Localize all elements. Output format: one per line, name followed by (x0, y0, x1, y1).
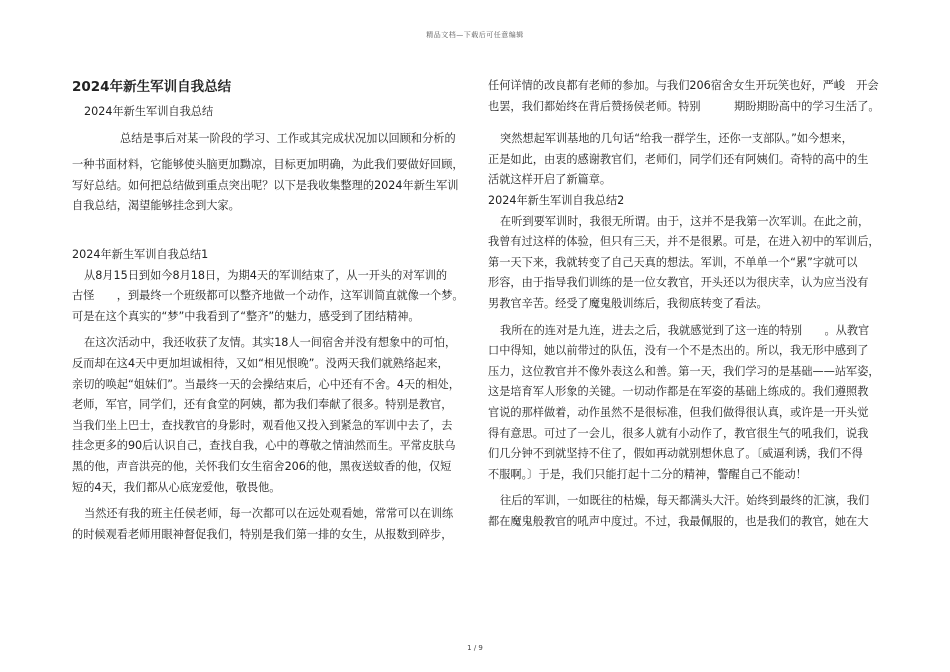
document-subtitle: 2024年新生军训自我总结 (84, 105, 214, 118)
intro-line: 一种书面材料，它能够使头脑更加黝凉，目标更加明确，为此我们要做好回顾， (72, 158, 464, 172)
paragraph-line: 黑的他，声音洪亮的他，关怀我们女生宿舍206的他，黑夜送蚊香的他，仅短 (72, 459, 452, 473)
document-title: 2024年新生军训自我总结 (72, 79, 232, 95)
paragraph-line: 男教官辛苦。经受了魔鬼般训练后，我彻底转变了看法。 (488, 296, 768, 310)
paragraph-line: 得有意思。可过了一会儿，很多人就有小动作了，教官很生气的吼我们，说我 (488, 426, 869, 440)
paragraph-line: 当我们坐上巴士，查找教官的身影时，观看他又投入到紧急的军训中去了，去 (72, 418, 453, 432)
paragraph-line: 当然还有我的班主任侯老师，每一次都可以在远处观看她，常常可以在训练 (84, 507, 454, 521)
paragraph-line: 口中得知，她以前带过的队伍，没有一个不是杰出的。所以，我无形中感到了 (488, 344, 869, 358)
intro-line: 自我总结，渴望能够挂念到大家。 (72, 199, 240, 213)
paragraph-line: 反而却在这4天中更加坦诚相待，又如“相见恨晚”。没两天我们就熟络起来， (72, 356, 449, 370)
paragraph (488, 212, 880, 315)
right-column (488, 76, 880, 532)
paragraph-line: 挂念更多的90后认识自己，查找自我，心中的尊敬之情油然而生。平常皮肤乌 (72, 439, 456, 453)
paragraph-line: 的时候观看老师用眼神督促我们，特别是我们第一排的女生，从报数到碎步， (72, 527, 453, 541)
paragraph-line: 这是培育军人形象的关键。一切动作都是在军姿的基础上练成的。我们遵照教 (488, 385, 869, 399)
paragraph-line: 们几分钟不到就坚持不住了，假如再动就别想休息了。〔威逼利诱，我们不得 (488, 447, 863, 461)
paragraph (488, 129, 880, 191)
paragraph-line: 从8月15日到如今8月18日，为期4天的军训结束了，从一开头的对军训的 (84, 268, 448, 282)
paragraph (72, 266, 462, 328)
paragraph (72, 333, 462, 498)
paragraph-line: 正是如此，由衷的感谢教官们，老师们，同学们还有阿姨们。奇特的高中的生 (488, 152, 869, 166)
paragraph-line: 也罢，我们都始终在背后赞扬侯老师。特别 期盼期盼高中的学习生活了。 (488, 99, 880, 113)
paragraph-line: 都在魔鬼般教官的吼声中度过。不过，我最佩服的，也是我们的教官，她在大 (488, 514, 869, 528)
paragraph-line: 在这次活动中，我还收获了友情。其实18人一间宿舍并没有想象中的可怕， (84, 336, 457, 350)
paragraph-line: 我所在的连对是九连，进去之后，我就感觉到了这一连的特别 。从教官 (500, 323, 870, 337)
paragraph-line: 老师，军官，同学们，还有食堂的阿姨，都为我们奉献了很多。特别是教官， (72, 398, 453, 412)
paragraph-line: 往后的军训，一如既往的枯燥，每天都满头大汗。始终到最终的汇演，我们 (500, 494, 870, 508)
page-number: 1 / 9 (467, 644, 483, 652)
paragraph (488, 491, 880, 532)
paragraph-line: 亲切的唤起“姐妹们”。当最终一天的会操结束后，心中还有不舍。4天的相处， (72, 377, 460, 391)
intro-line: 总结是事后对某一阶段的学习、工作或其完成状况加以回顾和分析的 (120, 131, 456, 145)
intro-paragraph (72, 129, 462, 217)
paragraph (72, 504, 462, 545)
paragraph-line: 古怪 ，到最终一个班级都可以整齐地做一个动作，这军训简直就像一个梦。 (72, 289, 464, 303)
paragraph-line: 任何详情的改良都有老师的参加。与我们206宿舍女生开玩笑也好，严峻 开会 (488, 79, 879, 92)
paragraph-line: 可是在这个真实的“梦”中我看到了“整齐”的魅力，感受到了团结精神。 (72, 309, 420, 323)
paragraph-line: 我曾有过这样的体验，但只有三天，并不是很累。可是，在进入初中的军训后， (488, 235, 880, 249)
paragraph-line: 压力，这位教官并不像外表这么和善。第一天，我们学习的是基础——站军姿， (488, 364, 880, 378)
paragraph-line: 不服啊。〕于是，我们只能打起十二分的精神，警醒自己不能动！ (488, 467, 807, 481)
paragraph-line: 形容，由于指导我们训练的是一位女教官，开头还以为很庆幸，认为应当没有 (488, 276, 869, 290)
paragraph-line: 活就这样开启了新篇章。 (488, 173, 612, 187)
paragraph-line: 突然想起军训基地的几句话“给我一群学生，还你一支部队。”如今想来， (500, 132, 853, 146)
section-heading: 2024年新生军训自我总结1 (72, 247, 209, 261)
section-heading: 2024年新生军训自我总结2 (488, 193, 625, 207)
intro-line: 写好总结。如何把总结做到重点突出呢？以下是我收集整理的2024年新生军训 (72, 178, 459, 192)
paragraph-line: 短的4天，我们都从心底宠爱他，敬畏他。 (72, 480, 281, 494)
paragraph-line: 第一天下来，我就转变了自己天真的想法。军训，不单单一个“累”字就可以 (488, 255, 858, 269)
page-header: 精品文档—下载后可任意编辑 (426, 31, 524, 39)
paragraph (488, 321, 880, 486)
paragraph (488, 76, 880, 117)
left-column (72, 76, 462, 545)
paragraph-line: 官说的那样做着，动作虽然不是很标准，但我们做得很认真，或许是一开头觉 (488, 405, 869, 419)
paragraph-line: 在听到要军训时，我很无所谓。由于，这并不是我第一次军训。在此之前， (500, 214, 870, 228)
